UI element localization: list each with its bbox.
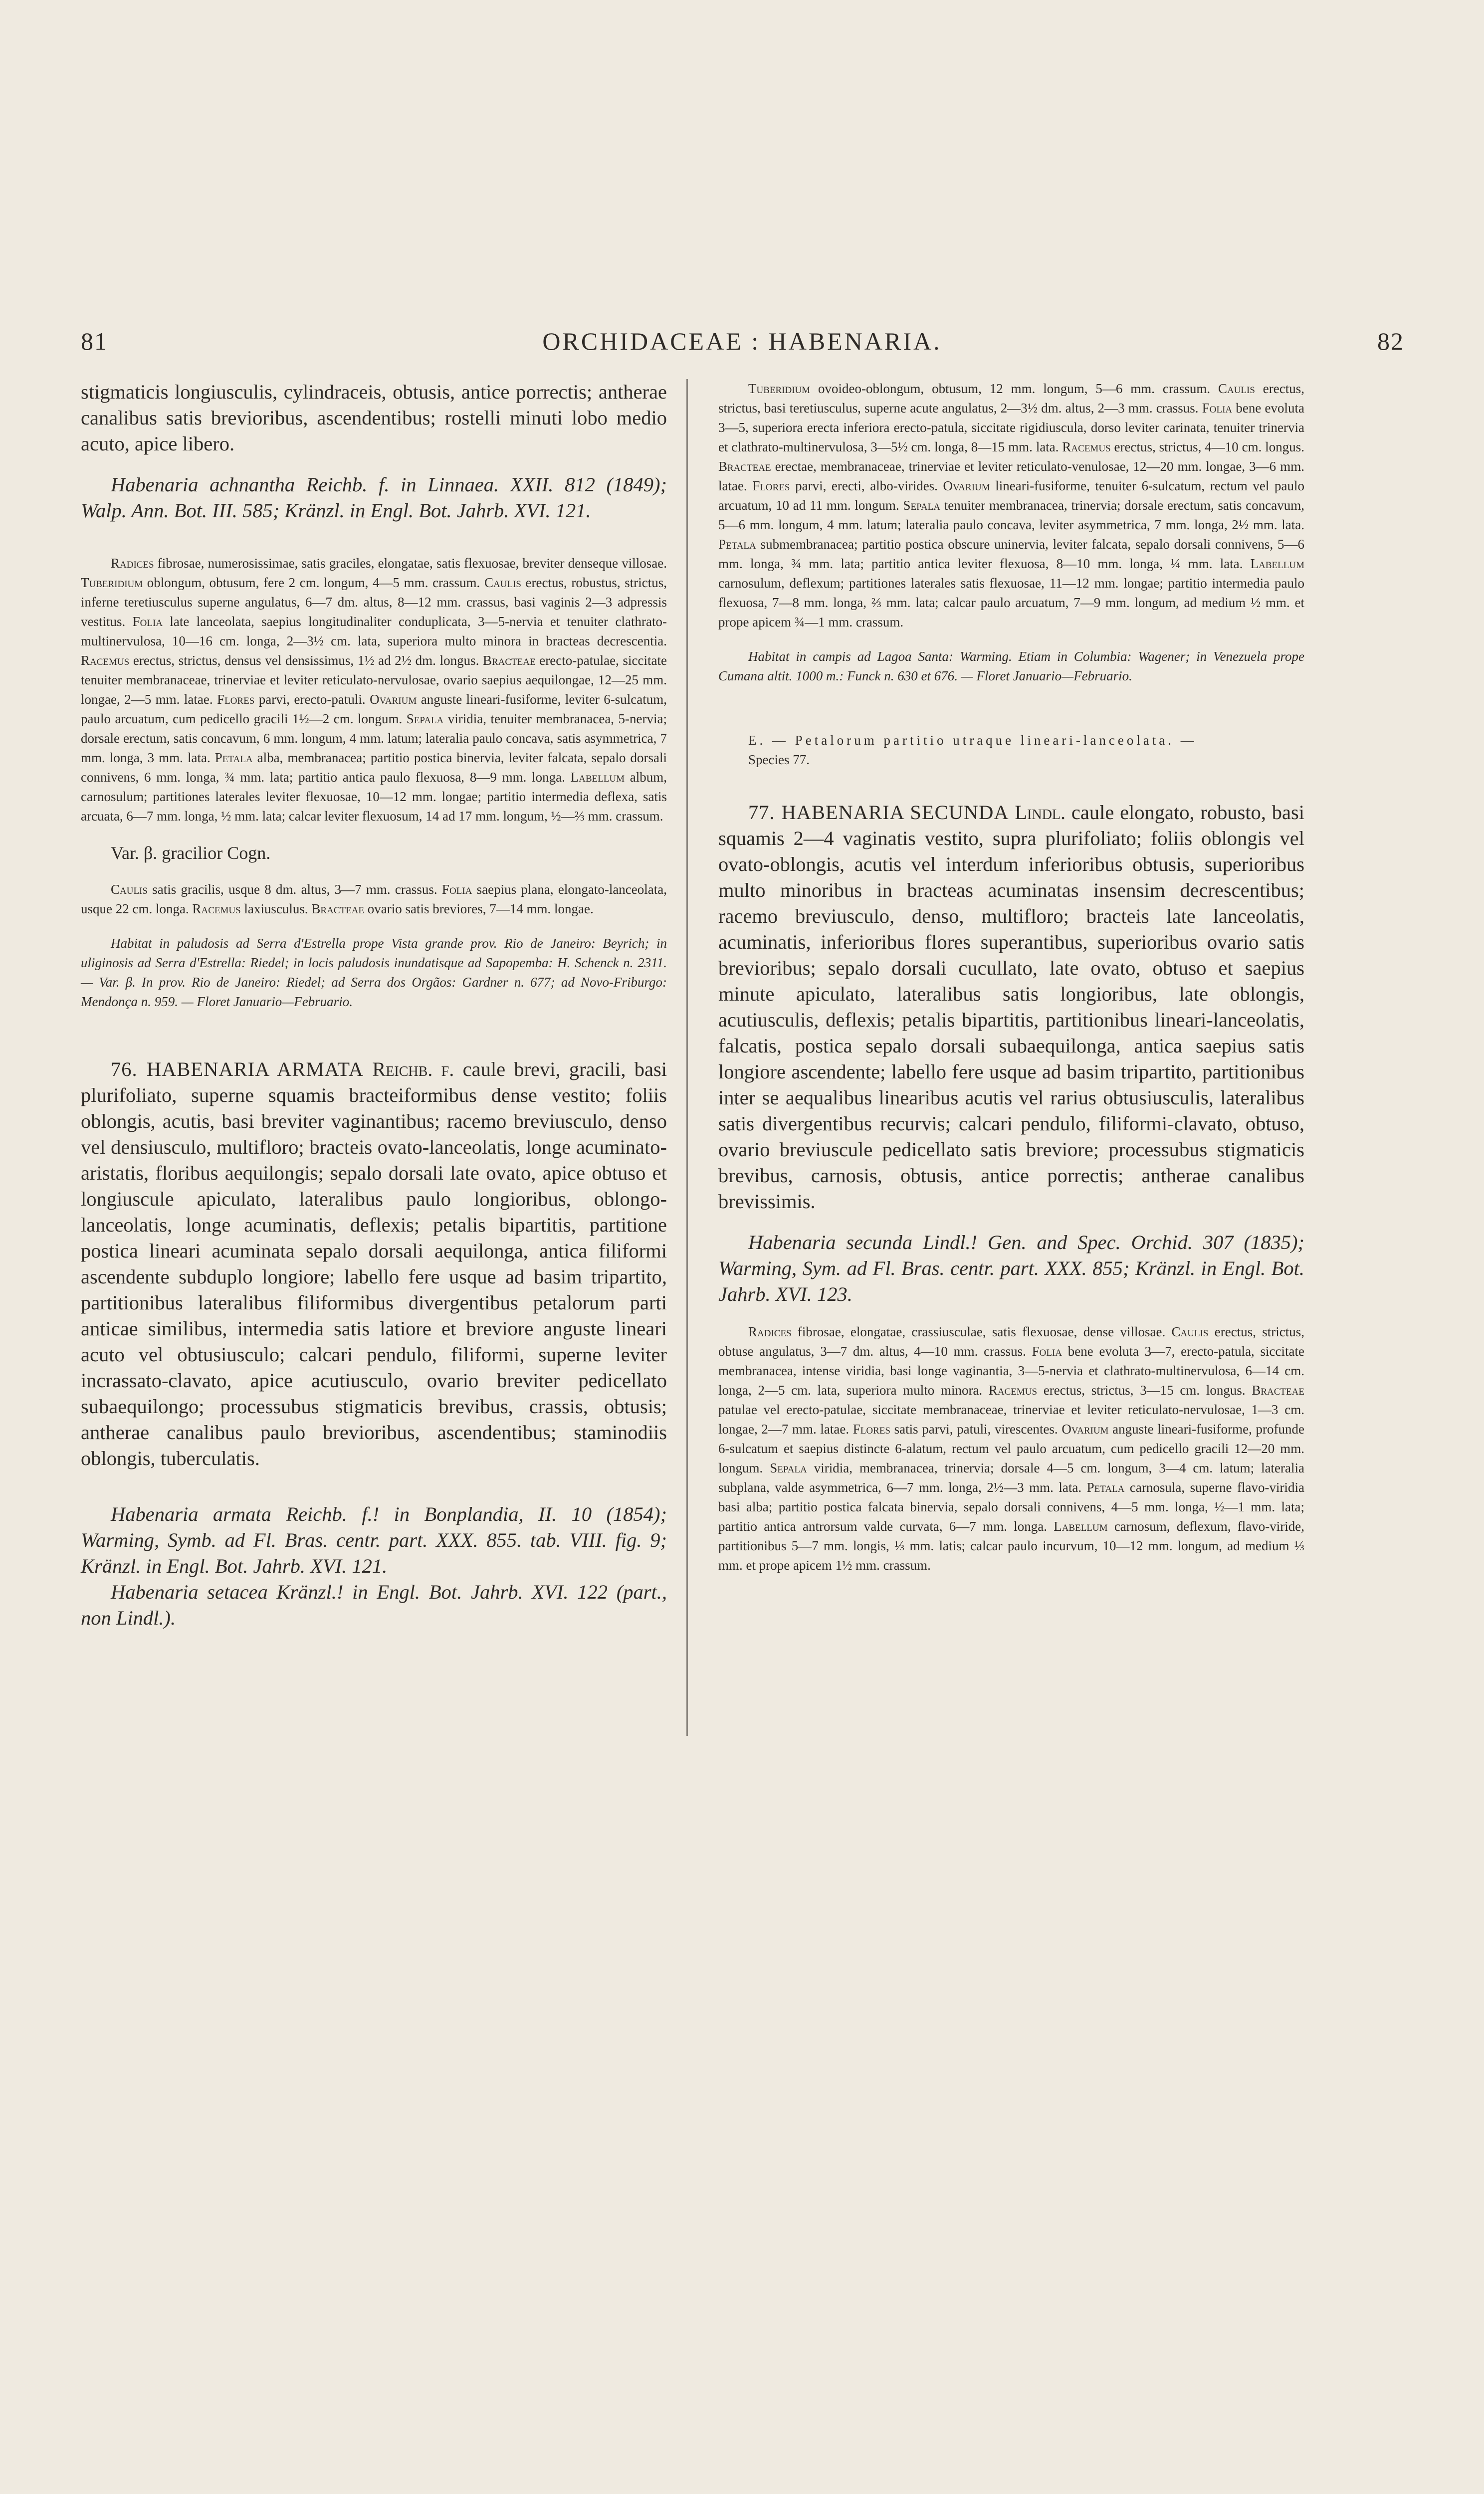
term: Caulis (1171, 1324, 1209, 1339)
term: Folia (1032, 1344, 1062, 1359)
species-77-heading: 77. HABENARIA SECUNDA (748, 801, 1009, 824)
section-e-heading: E. — Petalorum partitio utraque lineari-lanceolata. — (748, 733, 1197, 748)
term: Folia (1202, 401, 1233, 416)
left-column (81, 379, 667, 1631)
species-77-diagnosis: 77. HABENARIA SECUNDA Lindl. caule elongato, robusto, basi squamis 2—4 vaginatis vestito, supra plurifoliato; foliis oblongis vel ovato-oblongis, acutis vel interdum inferioribus obtusis, superioribus multo minoribus in bracteas acuminatas insensim decrescentibus; racemo breviusculo, denso, multifloro; bracteis late lanceolatis, acuminatis, inferioribus flores superantibus, superioribus ovario satis brevioribus; sepalo dorsali cucullato, late ovato, obtuso et saepius minute apiculato, lateralibus satis longioribus, late oblongis, acutiusculis, deflexis; petalis bipartitis, partitionibus lineari-lanceolatis, falcatis, postica sepalo dorsali subaequilonga, antica saepius satis longiore ascendente; labello fere usque ad basim tripartito, partitionibus inter se aequalibus linearibus acutis vel rarius obtusiusculis, lateralibus satis divergentibus recurvis; calcari pendulo, filiformi-clavato, obtuso, ovario breviuscule pedicellato satis breviore; processubus stigmaticis brevibus, carnosis, obtusis, antice porrectis; antherae canalibus brevissimis. (718, 801, 1305, 1213)
species-76-heading: 76. HABENARIA ARMATA (111, 1058, 364, 1080)
habitat-achnantha: Habitat in paludosis ad Serra d'Estrella prope Vista grande prov. Rio de Janeiro: Beyrich; in uliginosis ad Serra d'Estrella: Riedel; in locis paludosis inundatisque ad Sapopemba: H. Schenck n. 2311. — Var. β. In prov. Rio de Janeiro: Riedel; ad Serra dos Orgãos: Gardner n. 677; ad Novo-Friburgo: Mendonça n. 959. — Floret Januario—Februario. (81, 936, 667, 1009)
term: Petala (1086, 1480, 1125, 1495)
species-77-author: Lindl. (1015, 801, 1066, 824)
column-divider (686, 379, 688, 1736)
term: Bracteae (482, 653, 536, 668)
term: Caulis (484, 575, 521, 590)
variety-description: Caulis satis gracilis, usque 8 dm. altus, 3—7 mm. crassus. Folia saepius plana, elongato-lanceolata, usque 22 cm. longa. Racemus laxiusculus. Bracteae ovario satis breviores, 7—14 mm. longae. (81, 882, 667, 916)
term: Racemus (988, 1383, 1038, 1398)
references-achnantha: Habenaria achnantha Reichb. f. in Linnaea. XXII. 812 (1849); Walp. Ann. Bot. III. 585; Kränzl. in Engl. Bot. Jahrb. XVI. 121. (81, 473, 667, 522)
term: Labellum (570, 770, 625, 785)
term: Flores (217, 692, 255, 707)
term: Bracteae (311, 901, 365, 916)
term: Racemus (192, 901, 241, 916)
term: Folia (441, 882, 472, 897)
term: Sepala (903, 498, 940, 513)
species-76-author: Reichb. f. (372, 1058, 454, 1080)
running-header: ORCHIDACEAE : HABENARIA. (542, 327, 942, 355)
page-number-right: 82 (1377, 327, 1404, 355)
term: Flores (852, 1422, 890, 1437)
term: Tuberidium (748, 381, 811, 396)
term: Caulis (111, 882, 148, 897)
term: Ovarium (943, 478, 990, 493)
term: Flores (752, 478, 790, 493)
term: Petala (214, 750, 253, 765)
term: Bracteae (718, 459, 771, 474)
species-76-diagnosis: 76. HABENARIA ARMATA Reichb. f. caule brevi, gracili, basi plurifoliato, superne squamis bracteiformibus dense vestito; foliis oblongis, acutis, basi breviter vaginantibus; racemo breviusculo, denso vel densiusculo, multifloro; bracteis ovato-lanceolatis, longe acuminato-aristatis, floribus aequilongis; sepalo dorsali late ovato, apice obtuso et longiuscule apiculato, lateralibus paulo longioribus, oblongo-lanceolatis, longe acuminatis, deflexis; petalis bipartitis, partitione postica lineari acuminata sepalo dorsali aequilonga, antica filiformi ascendente subduplo longiore; labello fere usque ad basim tripartito, partitionibus lateralibus filiformibus divergentibus petalorum parti anticae similibus, intermedia satis latiore et breviore anguste lineari acuto vel obtusiusculo; calcari pendulo, filiformi, superne leviter incrassato-clavato, apice acutiusculo, ovario breviter pedicellato subaequilongo; processubus stigmaticis brevibus, crassis, obtusis; antherae canalibus paulo brevioribus, ascendentibus; staminodiis oblongis, tuberculatis. (81, 1058, 667, 1469)
term: Labellum (1250, 556, 1304, 571)
term: Racemus (1062, 439, 1111, 454)
species-77-references: Habenaria secunda Lindl.! Gen. and Spec. Orchid. 307 (1835); Warming, Sym. ad Fl. Bras. centr. part. XXX. 855; Kränzl. in Engl. Bot. Jahrb. XVI. 123. (718, 1231, 1304, 1305)
intro-continuation: stigmaticis longiusculis, cylindraceis, obtusis, antice porrectis; antherae canalibus satis brevioribus, ascendentibus; rostelli minuti lobo medio acuto, apice libero. (81, 381, 667, 455)
description-armata: Tuberidium ovoideo-oblongum, obtusum, 12 mm. longum, 5—6 mm. crassum. Caulis erectus, strictus, basi teretiusculus, superne acute angulatus, 2—3½ dm. altus, 2—3 mm. crassus. Folia bene evoluta 3—5, superiora erecta inferiora erecto-patula, siccitate rigidiuscula, dorso leviter carinata, tenuiter trinervia et clathrato-multinervulosa, 3—5½ cm. longa, 8—15 mm. lata. Racemus erectus, strictus, 4—10 cm. longus. Bracteae erectae, membranaceae, trinerviae et leviter reticulato-venulosae, 12—20 mm. longae, 3—6 mm. latae. Flores parvi, erecti, albo-virides. Ovarium lineari-fusiforme, tenuiter 6-sulcatum, rectum vel paulo arcuatum, 10 ad 11 mm. longum. Sepala tenuiter membranacea, trinervia; dorsale erectum, satis concavum, 5—6 mm. longum, 4 mm. latum; lateralia paulo concava, leviter asymmetrica, 7 mm. longa, 2½ mm. lata. Petala submembranacea; partitio postica obscure uninervia, leviter falcata, sepalo dorsali connivens, 5—6 mm. longa, ¾ mm. lata; partitio antica leviter flexuosa, 8—10 mm. longa, ¼ mm. lata. Labellum carnosulum, deflexum; partitiones laterales satis flexuosae, 11—12 mm. longae; partitio intermedia paulo flexuosa, 7—8 mm. longa, ⅔ mm. lata; calcar paulo arcuatum, 7—9 mm. longum, ad medium ½ mm. et prope apicem ¾—1 mm. crassum. (718, 381, 1305, 629)
term: Radices (111, 556, 154, 571)
description-achnantha: Radices fibrosae, numerosissimae, satis graciles, elongatae, satis flexuosae, breviter denseque villosae. Tuberidium oblongum, obtusum, fere 2 cm. longum, 4—5 mm. crassum. Caulis erectus, robustus, strictus, inferne teretiusculus superne angulatus, 6—7 dm. altus, 8—12 mm. crassus, basi vaginis 2—3 adpressis vestitus. Folia late lanceolata, saepius longitudinaliter conduplicata, 3—5-nervia et tenuiter clathrato-multinervulosa, 10—16 cm. longa, 2—3½ cm. lata, superiora multo minora in bracteas decrescentia. Racemus erectus, strictus, densus vel densissimus, 1½ ad 2½ dm. longus. Bracteae erecto-patulae, siccitate tenuiter membranaceae, trinerviae et leviter reticulato-nervulosae, ovario saepius aequilongae, 12—25 mm. longae, 2—5 mm. latae. Flores parvi, erecto-patuli. Ovarium anguste lineari-fusiforme, leviter 6-sulcatum, paulo arcuatum, cum pedicello gracili 1½—2 cm. longum. Sepala viridia, tenuiter membranacea, 5-nervia; dorsale erectum, satis concavum, 6 mm. longum, 4 mm. latum; lateralia paulo concava, satis asymmetrica, 7 mm. longa, 3 mm. lata. Petala alba, membranacea; partitio postica binervia, leviter falcata, sepalo dorsali connivens, 6 mm. longa, ¾ mm. lata; partitio antica paulo flexuosa, 8—9 mm. longa. Labellum album, carnosulum; partitiones laterales leviter flexuosae, 10—12 mm. longae; partitio intermedia deflexa, satis arcuata, 6—7 mm. longa, ½ mm. lata; calcar leviter flexuosum, 14 ad 17 mm. longum, ½—⅔ mm. crassum. (81, 556, 667, 824)
species-76-references: Habenaria armata Reichb. f.! in Bonplandia, II. 10 (1854); Warming, Symb. ad Fl. Bras. centr. part. XXX. 855. tab. VIII. fig. 9; Kränzl. in Engl. Bot. Jahrb. XVI. 121. (81, 1503, 667, 1577)
description-secunda: Radices fibrosae, elongatae, crassiusculae, satis flexuosae, dense villosae. Caulis erectus, strictus, obtuse angulatus, 3—7 dm. altus, 4—10 mm. crassus. Folia bene evoluta 3—7, erecto-patula, siccitate membranacea, intense viridia, basi longe vaginantia, 3—5-nervia et clathrato-multinervulosa, 6—14 cm. longa, 2—5 cm. lata, superiora multo minora. Racemus erectus, strictus, 3—15 cm. longus. Bracteae patulae vel erecto-patulae, siccitate membranaceae, trinerviae et leviter reticulato-nervulosae, 1—3 cm. longae, 2—7 mm. latae. Flores satis parvi, patuli, virescentes. Ovarium anguste lineari-fusiforme, profunde 6-sulcatum et saepius distincte 6-alatum, rectum vel paulo arcuatum, cum pedicello gracili 12—20 mm. longum. Sepala viridia, membranacea, trinervia; dorsale 4—5 cm. longum, 3—4 cm. latum; lateralia subplana, valde asymmetrica, 6—7 mm. longa, 2½—3 mm. lata. Petala carnosula, superne flavo-viridia basi alba; partitio postica falcata binervia, sepalo dorsali connivens, 4—5 mm. longa, ½—1 mm. lata; partitio antica antrorsum valde curvata, 6—7 mm. longa. Labellum carnosum, deflexum, flavo-viride, partitionibus 5—7 mm. longis, ⅓ mm. latis; calcar paulo incurvum, 10—12 mm. longum, ad medium ⅓ mm. et prope apicem 1½ mm. crassum. (718, 1324, 1304, 1573)
term: Tuberidium (81, 575, 143, 590)
variety-title: Var. β. gracilior Cogn. (111, 843, 271, 863)
term: Sepala (406, 711, 444, 726)
term: Petala (718, 537, 756, 552)
term: Ovarium (1061, 1422, 1109, 1437)
term: Sepala (770, 1460, 807, 1475)
section-e-species: Species 77. (748, 752, 810, 767)
term: Caulis (1218, 381, 1255, 396)
term: Radices (748, 1324, 792, 1339)
term: Racemus (81, 653, 130, 668)
term: Labellum (1054, 1519, 1108, 1534)
right-column (718, 379, 1304, 1575)
page-number-left: 81 (81, 327, 108, 355)
term: Folia (132, 614, 163, 629)
species-76-synonym: Habenaria setacea Kränzl.! in Engl. Bot. Jahrb. XVI. 122 (part., non Lindl.). (81, 1581, 667, 1629)
habitat-armata: Habitat in campis ad Lagoa Santa: Warming. Etiam in Columbia: Wagener; in Venezuela prope Cumana altit. 1000 m.: Funck n. 630 et 676. — Floret Januario—Februario. (718, 649, 1304, 683)
term: Bracteae (1252, 1383, 1304, 1398)
term: Ovarium (370, 692, 417, 707)
